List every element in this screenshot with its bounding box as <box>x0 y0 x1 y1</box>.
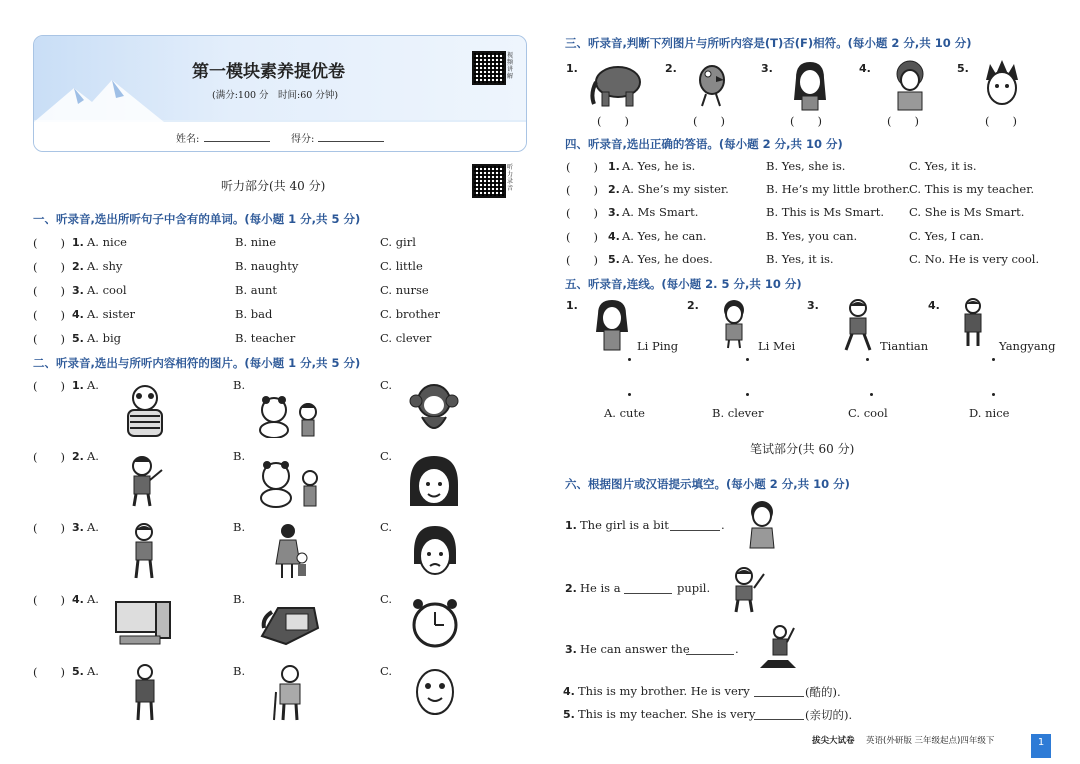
option-b: B. He’s my little brother. <box>766 182 911 196</box>
question-number: 3. <box>761 62 773 75</box>
option-a: A. cool <box>87 283 127 297</box>
short-hair-girl-face-picture[interactable] <box>410 524 460 580</box>
section-6-title: 六、根据图片或汉语提示填空。(每小题 2 分,共 10 分) <box>565 477 850 491</box>
banner-info-strip <box>34 122 526 151</box>
written-section-title: 笔试部分(共 60 分) <box>750 442 855 456</box>
panda-and-girl-picture[interactable] <box>254 396 326 438</box>
question-number: 1. <box>72 379 84 392</box>
section-4-title: 四、听录音,选出正确的答语。(每小题 2 分,共 10 分) <box>565 137 843 151</box>
question-number: 4. <box>859 62 871 75</box>
boy-answering-picture[interactable] <box>756 624 800 672</box>
answer-bracket[interactable]: ( ) <box>33 521 65 535</box>
option-c: C. <box>380 378 393 392</box>
question-number: 2. <box>665 62 677 75</box>
option-b: B. bad <box>235 307 273 321</box>
match-option: C. cool <box>848 406 888 420</box>
option-c: C. This is my teacher. <box>909 182 1035 196</box>
sentence-text: The girl is a bit <box>580 518 669 532</box>
question-number: 4. <box>72 593 84 606</box>
answer-bracket[interactable]: ( ) <box>33 450 65 464</box>
smiling-girl-face-picture[interactable] <box>406 454 462 510</box>
sentence-end: . <box>721 518 725 532</box>
answer-bracket[interactable]: ( ) <box>566 230 598 244</box>
name-label: 姓名: <box>176 134 200 145</box>
girl-with-braids-picture[interactable] <box>790 60 830 112</box>
answer-blank[interactable] <box>670 520 720 531</box>
question-number: 1. <box>608 160 620 173</box>
match-option: D. nice <box>969 406 1010 420</box>
naughty-boy-picture[interactable] <box>728 562 770 614</box>
telephone-picture[interactable] <box>256 598 322 646</box>
answer-bracket[interactable]: ( ) <box>33 236 65 250</box>
listening-section-title: 听力部分(共 40 分) <box>221 179 326 193</box>
option-a: A. <box>87 664 99 678</box>
sentence-text: He is a <box>580 581 621 595</box>
option-b: B. Yes, she is. <box>766 159 846 173</box>
option-a: A. Yes, he is. <box>622 159 696 173</box>
computer-picture[interactable] <box>112 598 174 648</box>
option-c: C. <box>380 520 393 534</box>
girl-li-ping-picture[interactable] <box>594 298 630 354</box>
option-b: B. nine <box>235 235 277 249</box>
option-b: B. naughty <box>235 259 299 273</box>
option-c: C. brother <box>380 307 440 321</box>
sentence-end: . <box>735 642 739 656</box>
mother-and-child-picture[interactable] <box>270 522 310 580</box>
answer-bracket[interactable]: ( ) <box>33 665 65 679</box>
option-c: C. Yes, I can. <box>909 229 984 243</box>
question-number: 5. <box>608 253 620 266</box>
match-dot[interactable] <box>870 393 873 396</box>
page-subtitle: (满分:100 分 时间:60 分钟) <box>212 90 339 101</box>
qr-code-video[interactable] <box>472 51 506 85</box>
option-a: A. big <box>87 331 122 345</box>
option-b: B. Yes, you can. <box>766 229 858 243</box>
man-in-suit-picture[interactable] <box>128 664 162 722</box>
option-b: B. <box>233 520 246 534</box>
question-number: 3. <box>72 521 84 534</box>
answer-bracket[interactable]: ( ) <box>33 332 65 346</box>
score-field[interactable] <box>318 131 384 142</box>
match-dot[interactable] <box>628 358 631 361</box>
question-number: 1. <box>565 519 577 532</box>
answer-bracket[interactable]: ( ) <box>597 114 629 128</box>
boy-waving-picture[interactable] <box>120 452 170 508</box>
boy-standing-picture[interactable] <box>124 522 164 580</box>
monkey-picture[interactable] <box>404 381 464 437</box>
option-c: C. Yes, it is. <box>909 159 977 173</box>
option-b: B. <box>233 592 246 606</box>
character-name: Tiantian <box>880 339 929 353</box>
option-b: B. <box>233 378 246 392</box>
option-a: A. shy <box>87 259 123 273</box>
match-dot[interactable] <box>746 393 749 396</box>
option-b: B. <box>233 449 246 463</box>
option-c: C. <box>380 449 393 463</box>
score-label: 得分: <box>291 134 315 145</box>
question-number: 2. <box>72 450 84 463</box>
option-a: A. nice <box>87 235 127 249</box>
sentence-end: (酷的). <box>805 685 841 699</box>
answer-bracket[interactable]: ( ) <box>566 206 598 220</box>
question-number: 2. <box>687 299 699 312</box>
option-a: A. <box>87 378 99 392</box>
answer-blank[interactable] <box>624 583 672 594</box>
option-a: A. <box>87 520 99 534</box>
option-b: B. Yes, it is. <box>766 252 834 266</box>
match-dot[interactable] <box>992 358 995 361</box>
page-title: 第一模块素养提优卷 <box>192 62 345 82</box>
sentence-text: This is my teacher. She is very <box>578 707 756 721</box>
option-b: B. <box>233 664 246 678</box>
match-dot[interactable] <box>992 393 995 396</box>
option-b: B. teacher <box>235 331 296 345</box>
option-c: C. <box>380 664 393 678</box>
alarm-clock-picture[interactable] <box>408 596 462 650</box>
option-c: C. No. He is very cool. <box>909 252 1040 266</box>
sentence-end: (亲切的). <box>805 708 853 722</box>
question-number: 1. <box>566 299 578 312</box>
section-5-title: 五、听录音,连线。(每小题 2. 5 分,共 10 分) <box>565 277 802 291</box>
match-dot[interactable] <box>628 393 631 396</box>
elephant-picture[interactable] <box>588 60 646 108</box>
question-number: 5. <box>72 332 84 345</box>
character-name: Yangyang <box>999 339 1056 353</box>
answer-blank[interactable] <box>686 644 734 655</box>
boy-tiantian-picture[interactable] <box>838 298 878 352</box>
baby-face-picture[interactable] <box>412 664 458 720</box>
parrot-picture[interactable] <box>688 60 738 108</box>
section-3-title: 三、听录音,判断下列图片与所听内容是(T)否(F)相符。(每小题 2 分,共 10 分) <box>565 36 972 50</box>
option-a: A. Yes, he does. <box>622 252 713 266</box>
answer-bracket[interactable]: ( ) <box>985 114 1017 128</box>
question-number: 1. <box>72 236 84 249</box>
answer-blank[interactable] <box>754 709 804 720</box>
grandpa-with-cane-picture[interactable] <box>268 664 308 722</box>
answer-bracket[interactable]: ( ) <box>33 284 65 298</box>
name-field[interactable] <box>204 131 270 142</box>
mountain-illustration <box>34 74 164 122</box>
match-option: A. cute <box>604 406 645 420</box>
match-dot[interactable] <box>746 358 749 361</box>
section-1-title: 一、听录音,选出所听句子中含有的单词。(每小题 1 分,共 5 分) <box>33 212 361 226</box>
question-number: 5. <box>957 62 969 75</box>
question-number: 3. <box>807 299 819 312</box>
panda-and-boy-picture[interactable] <box>254 460 326 508</box>
curly-hair-woman-picture[interactable] <box>888 60 932 112</box>
option-a: A. Yes, he can. <box>622 229 707 243</box>
section-2-title: 二、听录音,选出与所听内容相符的图片。(每小题 1 分,共 5 分) <box>33 356 361 370</box>
footer-brand: 拔尖大试卷 <box>812 736 855 746</box>
question-number: 4. <box>928 299 940 312</box>
option-c: C. She is Ms Smart. <box>909 205 1025 219</box>
option-a: A. <box>87 449 99 463</box>
character-name: Li Ping <box>637 339 679 353</box>
qr-label-audio: 听力录音 <box>507 164 514 192</box>
sentence-end: pupil. <box>677 581 711 595</box>
question-number: 3. <box>72 284 84 297</box>
question-number: 5. <box>72 665 84 678</box>
question-number: 4. <box>563 685 575 698</box>
question-number: 3. <box>565 643 577 656</box>
option-a: A. She’s my sister. <box>622 182 729 196</box>
option-b: B. This is Ms Smart. <box>766 205 885 219</box>
answer-bracket[interactable]: ( ) <box>33 379 65 393</box>
question-number: 3. <box>608 206 620 219</box>
question-number: 2. <box>72 260 84 273</box>
question-number: 5. <box>563 708 575 721</box>
answer-bracket[interactable]: ( ) <box>887 114 919 128</box>
answer-bracket[interactable]: ( ) <box>790 114 822 128</box>
answer-bracket[interactable]: ( ) <box>33 260 65 274</box>
option-a: A. <box>87 592 99 606</box>
sentence-text: He can answer the <box>580 642 690 656</box>
answer-bracket[interactable]: ( ) <box>566 160 598 174</box>
option-c: C. girl <box>380 235 416 249</box>
qr-label-video: 视频讲解 <box>507 52 514 80</box>
answer-bracket[interactable]: ( ) <box>693 114 725 128</box>
panda-costume-picture[interactable] <box>112 382 178 438</box>
sentence-text: This is my brother. He is very <box>578 684 750 698</box>
answer-bracket[interactable]: ( ) <box>33 308 65 322</box>
answer-bracket[interactable]: ( ) <box>566 183 598 197</box>
qr-code-audio[interactable] <box>472 164 506 198</box>
option-b: B. aunt <box>235 283 278 297</box>
match-dot[interactable] <box>866 358 869 361</box>
page-number: 1 <box>1031 734 1051 758</box>
question-number: 2. <box>565 582 577 595</box>
shy-girl-picture[interactable] <box>744 500 780 552</box>
boy-yangyang-picture[interactable] <box>960 298 986 348</box>
option-c: C. <box>380 592 393 606</box>
match-option: B. clever <box>712 406 764 420</box>
answer-bracket[interactable]: ( ) <box>33 593 65 607</box>
answer-bracket[interactable]: ( ) <box>566 253 598 267</box>
character-name: Li Mei <box>758 339 796 353</box>
question-number: 2. <box>608 183 620 196</box>
option-c: C. little <box>380 259 423 273</box>
option-c: C. clever <box>380 331 432 345</box>
footer-subject: 英语(外研版 三年级起点)四年级下 <box>866 736 995 746</box>
question-number: 4. <box>72 308 84 321</box>
option-c: C. nurse <box>380 283 429 297</box>
question-number: 4. <box>608 230 620 243</box>
girl-li-mei-picture[interactable] <box>716 298 752 350</box>
spiky-hair-girl-picture[interactable] <box>980 60 1024 112</box>
option-a: A. sister <box>87 307 136 321</box>
question-number: 1. <box>566 62 578 75</box>
answer-blank[interactable] <box>754 686 804 697</box>
option-a: A. Ms Smart. <box>622 205 699 219</box>
